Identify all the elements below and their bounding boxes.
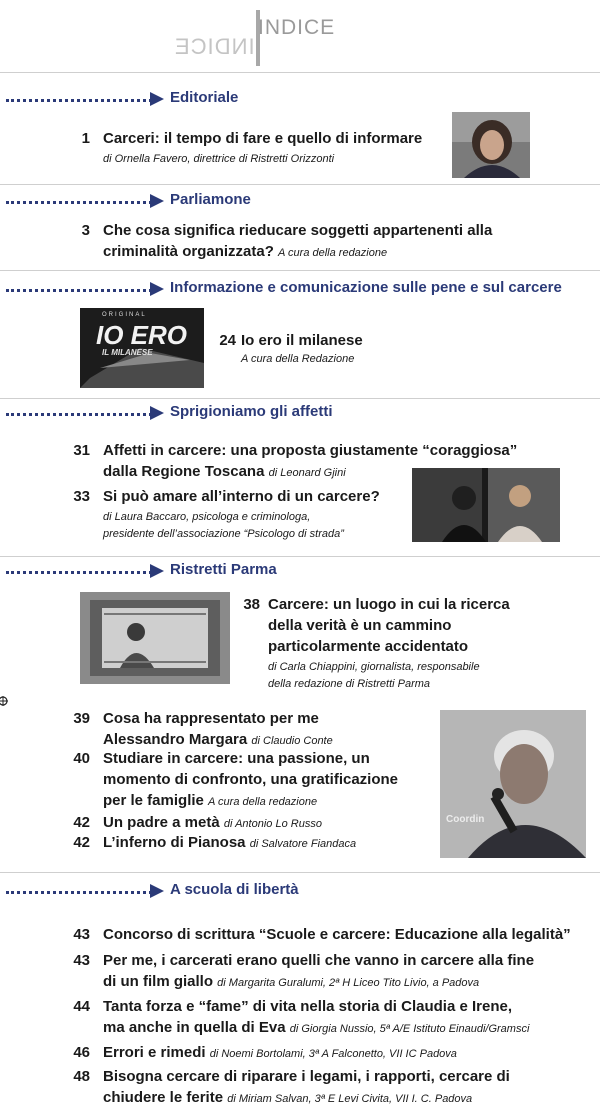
page-number: 43: [73, 926, 90, 943]
entry-title: L’inferno di Pianosa: [103, 834, 246, 851]
section-parliamone: [0, 190, 600, 212]
section-title: Editoriale: [170, 89, 239, 106]
page-number: 42: [73, 814, 90, 831]
entry-title-line: momento di confronto, una gratificazione: [103, 771, 399, 788]
entry-author: di Ornella Favero, direttrice di Ristretti Orizzonti: [103, 153, 335, 165]
entry-author: A cura della Redazione: [241, 353, 355, 365]
entry-title-line: ma anche in quella di Eva: [103, 1019, 286, 1036]
entry-author: di Margarita Guralumi, 2ª H Liceo Tito Livio, a Padova: [217, 977, 480, 989]
entry-title-line: Per me, i carcerati erano quelli che vanno in carcere alla fine: [103, 952, 535, 969]
entry-author-line: di Carla Chiappini, giornalista, responsabile: [268, 661, 480, 673]
arrow-icon: [150, 564, 164, 578]
film-poster-photo: [80, 308, 204, 388]
entry-author: di Noemi Bortolami, 3ª A Falconetto, VII IC Padova: [209, 1048, 457, 1060]
page-number: 43: [73, 952, 90, 969]
entry-title-line: criminalità organizzata?: [103, 243, 274, 260]
divider: [0, 872, 600, 873]
page-number: 3: [81, 222, 90, 239]
section-informazione: [0, 278, 600, 300]
entry-author: A cura della redazione: [278, 247, 388, 259]
entry-title-line: Che cosa significa rieducare soggetti appartenenti alla: [103, 222, 493, 239]
section-title: Ristretti Parma: [170, 561, 277, 578]
entry-title-line: dalla Regione Toscana: [103, 463, 265, 480]
entry-title-line: Tanta forza e “fame” di vita nella storia di Claudia e Irene,: [103, 998, 513, 1015]
section-title: Sprigioniamo gli affetti: [170, 403, 333, 420]
entry-author-line: presidente dell’associazione “Psicologo di strada”: [103, 528, 344, 540]
page-number: 24: [219, 332, 236, 349]
section-title: Parliamone: [170, 191, 251, 208]
entry-title-line: chiudere le ferite: [103, 1089, 224, 1106]
arrow-icon: [150, 406, 164, 420]
divider: [0, 398, 600, 399]
poster-label: ORIGINAL: [102, 312, 147, 318]
page-number: 1: [81, 130, 90, 147]
section-parma: [0, 560, 600, 582]
entry-author: di Salvatore Fiandaca: [249, 838, 357, 850]
entry-title-line: Cosa ha rappresentato per me: [103, 710, 319, 727]
entry-title: Si può amare all’interno di un carcere?: [103, 488, 380, 505]
page-number: 48: [73, 1068, 90, 1085]
page-number: 31: [73, 442, 90, 459]
section-affetti: [0, 402, 600, 424]
section-title: A scuola di libertà: [170, 881, 299, 898]
entry-author-line: di Laura Baccaro, psicologa e criminologa,: [103, 511, 311, 523]
poster-subtitle: IL MILANESE: [102, 348, 153, 357]
logo-text: INDICE: [258, 16, 336, 39]
arrow-icon: [150, 92, 164, 106]
entry-title: Errori e rimedi: [103, 1044, 206, 1061]
entry-title-line: per le famiglie: [103, 792, 204, 809]
page-number: 42: [73, 834, 90, 851]
arrow-icon: [150, 282, 164, 296]
divider: [0, 556, 600, 557]
page-number: 33: [73, 488, 90, 505]
page-number: 39: [73, 710, 90, 727]
entry-author: di Antonio Lo Russo: [223, 818, 322, 830]
cell-door-photo: [80, 592, 230, 684]
entry-title-line: Affetti in carcere: una proposta giustamente “coraggiosa”: [103, 442, 518, 459]
entry-author: di Miriam Salvan, 3ª E Levi Civita, VII I. C. Padova: [227, 1093, 473, 1105]
visit-photo: [412, 468, 560, 542]
entry-author: di Leonard Gjini: [268, 467, 346, 479]
entry-author-line: della redazione di Ristretti Parma: [268, 678, 431, 690]
divider: [0, 270, 600, 271]
registration-mark-icon: [0, 694, 10, 708]
entry-title: Io ero il milanese: [241, 332, 363, 349]
page-number: 44: [73, 998, 90, 1015]
entry-title-line: Carcere: un luogo in cui la ricerca: [268, 596, 510, 613]
entry-title-line: della verità è un cammino: [268, 617, 452, 634]
entry-title: Carceri: il tempo di fare e quello di informare: [103, 130, 423, 147]
index-logo: [172, 4, 372, 68]
entry-title: Un padre a metà: [103, 814, 220, 831]
section-scuola: [0, 880, 600, 902]
entry-title-line: particolarmente accidentato: [268, 638, 469, 655]
divider: [0, 184, 600, 185]
entry-title-line: Alessandro Margara: [103, 731, 248, 748]
entry-author: di Giorgia Nussio, 5ª A/E Istituto Einaudi/Gramsci: [289, 1023, 530, 1035]
entry-title-line: Bisogna cercare di riparare i legami, i rapporti, cercare di: [103, 1068, 510, 1085]
page-number: 38: [243, 596, 260, 613]
poster-title: IO ERO: [96, 320, 188, 350]
logo-mirror-text: INDICE: [174, 34, 255, 59]
entry-title-line: Studiare in carcere: una passione, un: [103, 750, 370, 767]
speaker-photo: [440, 710, 586, 858]
speaker-backdrop-text: Coordin: [446, 814, 485, 825]
section-title: Informazione e comunicazione sulle pene e sul carcere: [170, 279, 562, 296]
author-photo: [452, 112, 530, 178]
section-editoriale: [0, 88, 600, 110]
arrow-icon: [150, 194, 164, 208]
entry-author: di Claudio Conte: [251, 735, 333, 747]
entry-title-line: di un film giallo: [103, 973, 213, 990]
divider: [0, 72, 600, 73]
entry-title: Concorso di scrittura “Scuole e carcere: Educazione alla legalità”: [103, 926, 571, 943]
page-number: 46: [73, 1044, 90, 1061]
page-number: 40: [73, 750, 90, 767]
arrow-icon: [150, 884, 164, 898]
entry-author: A cura della redazione: [208, 796, 318, 808]
